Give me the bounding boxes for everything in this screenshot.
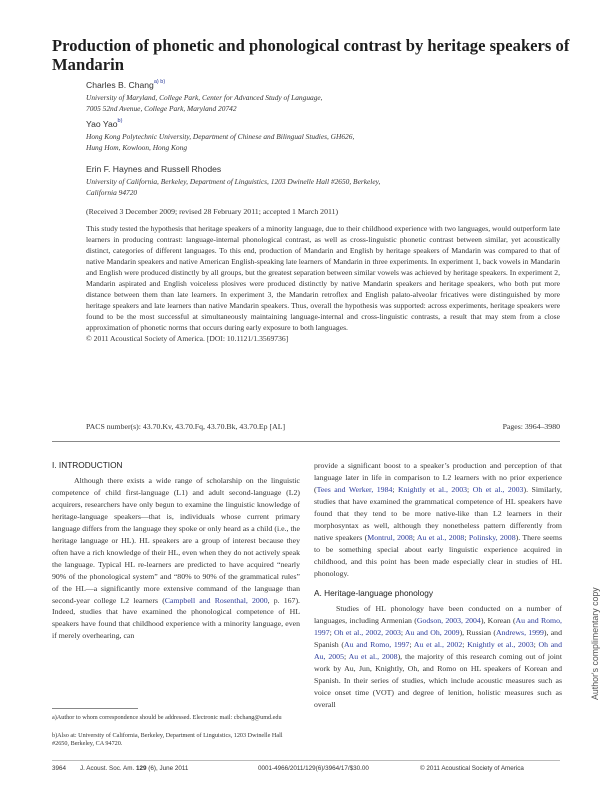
abstract-text: This study tested the hypothesis that heritage speakers of a minority language, due to their childhood experience with two languages, would outperform late learners in producing contrast: language-internal phonological contrast, as well as cross-linguistic phonetic contrast between similar, yet acoustically distinct, categories of different languages. To this end, production of Mandarin and English by heritage speakers of Mandarin was compared to that of native Mandarin speakers and native American English-speaking late learners of Mandarin in three experiments. In experiment 1, back vowels in Mandarin and English were produced distinctly by all groups, but the greatest separation between similar vowels was achieved by heritage speakers. In experiment 2, Mandarin aspirated and English voiceless plosives were produced distinctly by native Mandarin speakers and heritage speakers, who both put more distance between them than late learners. In experiment 3, the Mandarin retroflex and English palato-alveolar fricatives were distinguished by more heritage speakers and late learners than native Mandarin speakers. Thus, overall the hypothesis was supported: across experiments, heritage speakers were found to be the most successful at simultaneously maintaining language-internal and cross-linguistic contrasts, a result that may stem from a close approximation of phonetic norms that occurs during early exposure to both languages. — [86, 224, 560, 332]
citation-link[interactable]: Polinsky, 2008 — [468, 532, 516, 542]
citation-link[interactable]: Au and Oh, 2009 — [404, 627, 460, 637]
subsection-heading: A. Heritage-language phonology — [314, 588, 434, 598]
footnote-b: b)Also at: University of California, Berkeley, Department of Linguistics, 1203 Dwinelle Hall #2650, Berkeley, CA 94720. — [52, 732, 283, 748]
author-footnote-marks[interactable]: b) — [117, 118, 123, 124]
affiliation-line: 7005 52nd Avenue, College Park, Maryland 20742 — [86, 104, 237, 113]
abstract — [86, 224, 560, 344]
citation-link[interactable]: Andrews, 1999 — [495, 627, 544, 637]
citation-link[interactable]: Oh et al., 2003 — [472, 484, 524, 494]
left-column-body — [52, 475, 300, 642]
section-divider — [52, 441, 560, 442]
author-name — [86, 119, 122, 129]
footer-issue: (6), June 2011 — [148, 765, 189, 772]
author-affiliation — [86, 92, 546, 114]
citation-link[interactable]: Au and Romo, 1997 — [314, 615, 562, 637]
footer-page-number: 3964 — [52, 765, 67, 772]
footer-citation — [80, 765, 188, 772]
footnote-divider — [52, 708, 138, 709]
received-dates: (Received 3 December 2009; revised 28 February 2011; accepted 1 March 2011) — [86, 207, 339, 216]
author-affiliation — [86, 131, 546, 153]
abstract-copyright — [86, 334, 560, 345]
citation-link[interactable]: Oh and Au, 2005 — [314, 639, 562, 661]
paragraph: Although there exists a wide range of scholarship on the linguistic competence of child first-language (L1) and adult second-language (L2) acquirers, researchers have only begun to examine the linguistic knowledge of heritage-language speakers—that is, individuals whose current primary language differs from the language they spoke or only heard as a child (i.e., the heritage language or HL). HL speakers are a group of interest because they often have a rich knowledge of their HL, even when they do not actively speak the language. Typical HL re-learners are predicted to have acquired “nearly 90% of the phonological system” and “80% to 90% of the grammatical rules” of the HL—a significantly more extensive command of the language than second-year college L2 learners (Campbell and Rosenthal, 2000, p. 167). Indeed, studies that have examined the phonological competence of HL speakers have found that childhood experience with a minority language, even if merely overhearing, can — [52, 476, 301, 641]
article-title: Production of phonetic and phonological contrast by heritage speakers of Mandarin — [52, 36, 570, 74]
author-footnote-marks[interactable]: a) b) — [153, 79, 166, 85]
author-name-text: Erin F. Haynes and Russell Rhodes — [86, 164, 222, 174]
citation-link[interactable]: Oh et al., 2002, 2003 — [334, 627, 401, 637]
footer-divider — [52, 760, 560, 761]
page-range: Pages: 3964–3980 — [502, 422, 560, 431]
affiliation-line: California 94720 — [86, 188, 138, 197]
affiliation-line: University of California, Berkeley, Department of Linguistics, 1203 Dwinelle Hall #2650, Berkeley, — [86, 177, 381, 186]
affiliation-line: Hong Kong Polytechnic University, Department of Chinese and Bilingual Studies, GH626, — [86, 132, 355, 141]
footer-journal: J. Acoust. Soc. Am. — [80, 765, 135, 772]
affiliation-line: Hung Hom, Kowloon, Hong Kong — [86, 143, 188, 152]
right-column-body-2 — [314, 603, 562, 711]
citation-link[interactable]: Montrul, 2008 — [367, 532, 413, 542]
citation-link[interactable]: Au et al., 2008 — [348, 651, 398, 661]
citation-link[interactable]: Knightly et al., 2003 — [467, 639, 534, 649]
paragraph: Studies of HL phonology have been conducted on a number of languages, including Armenian (Godson, 2003, 2004), Korean (Au and Romo, 1997; Oh et al., 2002, 2003; Au and Oh, 2009), Russian (Andrews, 1999), and Spanish (Au and Romo, 1997; Au et al., 2002; Knightly et al., 2003; Oh and Au, 2005; Au et al., 2008), the majority of this research coming out of joint work by Au, Jun, Knightly, Oh, and Romo on HL speakers of Korean and Spanish. In their series of studies, which include acoustic measures such as voice onset time (VOT) and degree of lenition, holistic measures such as overall — [314, 604, 562, 709]
citation-link[interactable]: Knightly et al., 2003 — [398, 484, 468, 494]
citation-link[interactable]: Godson, 2003, 2004 — [416, 615, 481, 625]
citation-link[interactable]: Campbell and Rosenthal, 2000 — [164, 595, 268, 605]
author-name — [86, 164, 221, 174]
citation-link[interactable]: Au and Romo, 1997 — [343, 639, 410, 649]
citation-link[interactable]: Tees and Werker, 1984 — [316, 484, 393, 494]
footnote-a: a)Author to whom correspondence should be addressed. Electronic mail: cbchang@umd.edu — [52, 714, 282, 721]
paragraph: provide a significant boost to a speaker’s production and perception of that language later in life in comparison to L2 learners with no prior experience (Tees and Werker, 1984; Knightly et al., 2003; Oh et al., 2003). Similarly, studies that have examined the grammatical competence of HL speakers have found that they tend to be more native-like than L2 learners in their morphosyntax as well, although they nonetheless pattern differently from native speakers (Montrul, 2008; Au et al., 2008; Polinsky, 2008). There seems to be something special about early linguistic experience acquired in childhood, and this point has been made especially clear in studies of HL phonology. — [314, 461, 562, 578]
citation-link[interactable]: Au et al., 2008 — [416, 532, 465, 542]
section-heading: I. INTRODUCTION — [52, 460, 123, 470]
side-label: Author's complimentary copy — [590, 587, 600, 700]
pacs-numbers: PACS number(s): 43.70.Kv, 43.70.Fq, 43.70.Bk, 43.70.Ep [AL] — [86, 422, 286, 431]
author-name — [86, 80, 165, 90]
pacs-line — [86, 422, 560, 431]
author-affiliation — [86, 176, 546, 198]
affiliation-line: University of Maryland, College Park, Center for Advanced Study of Language, — [86, 93, 323, 102]
footer-copyright: © 2011 Acoustical Society of America — [420, 765, 524, 772]
author-name-text: Charles B. Chang — [86, 80, 154, 90]
right-column-body — [314, 460, 562, 580]
footer-volume: 129 — [136, 765, 147, 772]
copyright-line: © 2011 Acoustical Society of America. [DOI: 10.1121/1.3569736] — [86, 333, 289, 343]
footer-doi: 0001-4966/2011/129(6)/3964/17/$30.00 — [258, 765, 369, 772]
author-name-text: Yao Yao — [86, 119, 118, 129]
citation-link[interactable]: Au et al., 2002 — [413, 639, 463, 649]
